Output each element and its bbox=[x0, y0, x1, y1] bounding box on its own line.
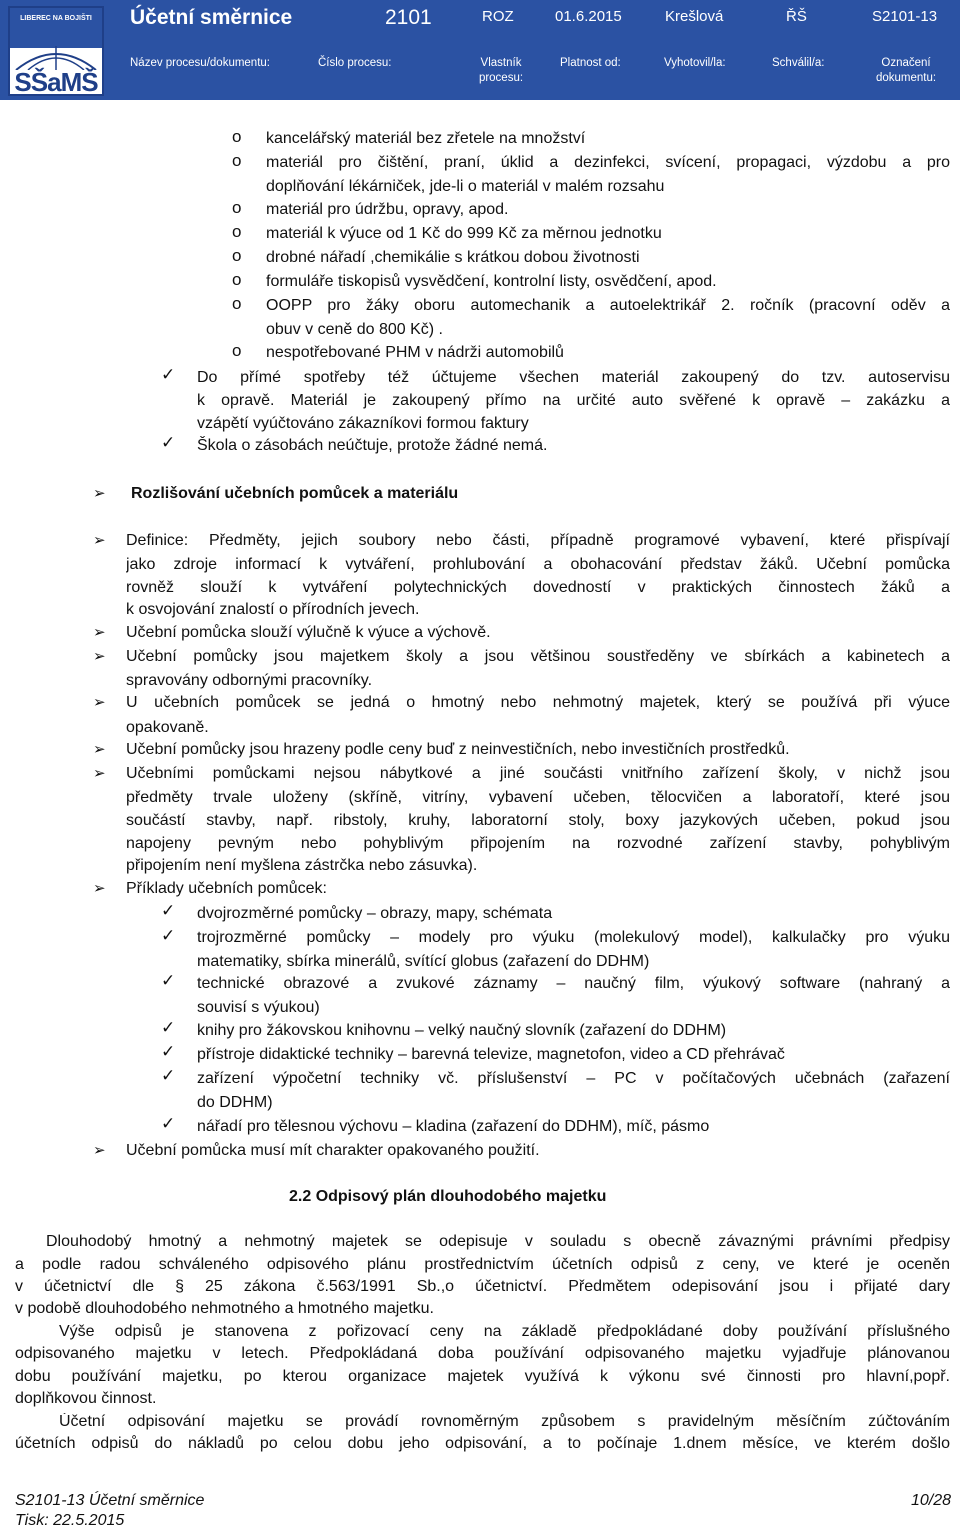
subsection-heading: 2.2 Odpisový plán dlouhodobého majetku bbox=[289, 1188, 607, 1205]
list-item: zařízení výpočetní techniky vč. příslušenství – PC v počítačových učebnách (zařazení bbox=[197, 1070, 950, 1087]
header-doc-name: Účetní směrnice bbox=[130, 6, 293, 29]
logo-main-text: SŠaMŠ bbox=[14, 67, 98, 97]
list-item-continuation: k opravě. Materiál je zakoupený přímo na určité auto svěřené k opravě – zakázku a bbox=[197, 392, 950, 409]
logo-top-text: LIBEREC NA BOJIŠTI bbox=[10, 8, 102, 48]
list-item: Učební pomůcky jsou hrazeny podle ceny buď z neinvestičních, nebo investičních prostředků. bbox=[126, 741, 790, 758]
list-item: materiál pro čištění, praní, úklid a dezinfekci, svícení, propagaci, výzdobu a pro bbox=[266, 154, 950, 171]
list-item-continuation: součástí stavby, např. ribstoly, kruhy, laboratorní stoly, boxy jazykových učeben, pokud jsou bbox=[126, 812, 950, 829]
document-header bbox=[0, 0, 960, 100]
header-doc-id: S2101-13 bbox=[872, 8, 938, 25]
footer-doc-title: S2101-13 Účetní směrnice bbox=[15, 1492, 205, 1509]
arrow-bullet-icon: ➢ bbox=[93, 624, 106, 641]
paragraph-line: Účetní odpisování majetku se provádí rovnoměrným způsobem s pravidelným měsíčním zúčtováním bbox=[59, 1413, 950, 1430]
arrow-bullet-icon: ➢ bbox=[93, 485, 106, 502]
list-item: Definice: Předměty, jejich soubory nebo části, případně programové vybavení, které přispívají bbox=[126, 532, 950, 549]
header-label-valid-from: Platnost od: bbox=[560, 57, 621, 69]
arrow-bullet-icon: ➢ bbox=[93, 765, 106, 782]
list-item: knihy pro žákovskou knihovnu – velký naučný slovník (zařazení do DDHM) bbox=[197, 1022, 727, 1039]
header-process-number: 2101 bbox=[385, 6, 432, 29]
list-item-continuation: k osvojování znalostí o přírodních jevech. bbox=[126, 601, 420, 618]
list-item: Učební pomůcka musí mít charakter opakovaného použití. bbox=[126, 1142, 540, 1159]
circle-bullet-icon: o bbox=[232, 222, 242, 241]
list-item-continuation: napojeny pevným nebo pohyblivým připojením na rozvodné zařízení stavby, pohyblivým bbox=[126, 835, 950, 852]
circle-bullet-icon: o bbox=[232, 270, 242, 289]
paragraph-line: v podobě dlouhodobého nehmotného a hmotného majetku. bbox=[15, 1300, 434, 1317]
header-valid-from: 01.6.2015 bbox=[555, 8, 622, 25]
list-item: kancelářský materiál bez zřetele na množství bbox=[266, 130, 586, 147]
list-item: Učební pomůcka slouží výlučně k výuce a výchově. bbox=[126, 624, 491, 641]
list-item: přístroje didaktické techniky – barevná televize, magnetofon, video a CD přehrávač bbox=[197, 1046, 785, 1063]
checkmark-icon: ✓ bbox=[161, 901, 176, 920]
paragraph-line: účetních odpisů do nákladů po celou dobu jeho odpisování, a to počínaje 1.dnem měsíce, ve kterém došlo bbox=[15, 1435, 950, 1452]
circle-bullet-icon: o bbox=[232, 341, 242, 360]
list-item: Učební pomůcky jsou majetkem školy a jsou většinou soustředěny ve sbírkách a kabinetech a bbox=[126, 648, 950, 665]
list-item-continuation: vzápětí vyúčtováno zákazníkovi formou faktury bbox=[197, 415, 529, 432]
header-approved-by: ŘŠ bbox=[786, 8, 807, 25]
checkmark-icon: ✓ bbox=[161, 433, 176, 452]
list-item: drobné nářadí ,chemikálie s krátkou dobou životnosti bbox=[266, 249, 640, 266]
list-item-continuation: matematiky, sbírka minerálů, svítící globus (zařazení do DDHM) bbox=[197, 953, 650, 970]
header-label-prepared-by: Vyhotovil/la: bbox=[664, 57, 726, 69]
list-item-continuation: připojením není myšlena zástrčka nebo zásuvka). bbox=[126, 857, 478, 874]
list-item-continuation: doplňování lékárniček, jde-li o materiál v malém rozsahu bbox=[266, 178, 665, 195]
circle-bullet-icon: o bbox=[232, 151, 242, 170]
list-item-continuation: předměty trvale uloženy (skříně, vitríny, vybavení učeben, tělocvičen a laboratoří, které jsou bbox=[126, 789, 950, 806]
list-item: Učebními pomůckami nejsou nábytkové a jiné součásti vnitřního zařízení školy, v nichž jsou bbox=[126, 765, 950, 782]
header-label-approved-by: Schválil/a: bbox=[772, 57, 825, 69]
paragraph-line: a podle radou schváleného odpisového plánu prostřednictvím účetních odpisů z ceny, ve které je oceněn bbox=[15, 1256, 950, 1273]
checkmark-icon: ✓ bbox=[161, 1042, 176, 1061]
list-item: Škola o zásobách neúčtuje, protože žádné nemá. bbox=[197, 437, 548, 454]
paragraph-line: dobu používání majetku, po kterou organizace majetek využívá k výkonu své činnosti pro hlavní,popř. bbox=[15, 1368, 950, 1385]
list-item: trojrozměrné pomůcky – modely pro výuku (molekulový model), kalkulačky pro výuku bbox=[197, 929, 950, 946]
circle-bullet-icon: o bbox=[232, 127, 242, 146]
list-item: dvojrozměrné pomůcky – obrazy, mapy, schémata bbox=[197, 905, 553, 922]
circle-bullet-icon: o bbox=[232, 294, 242, 313]
school-logo bbox=[8, 6, 104, 96]
list-item: nespotřebované PHM v nádrži automobilů bbox=[266, 344, 564, 361]
list-item-continuation: spravovány odbornými pracovníky. bbox=[126, 672, 373, 689]
list-item-continuation: opakovaně. bbox=[126, 719, 209, 736]
circle-bullet-icon: o bbox=[232, 246, 242, 265]
list-item: formuláře tiskopisů vysvědčení, kontrolní listy, osvědčení, apod. bbox=[266, 273, 717, 290]
header-label-number: Číslo procesu: bbox=[318, 57, 392, 69]
header-prepared-by: Krešlová bbox=[665, 8, 724, 25]
list-item: U učebních pomůcek se jedná o hmotný nebo nehmotný majetek, který se používá při výuce bbox=[126, 694, 950, 711]
header-label-doc-id: Označení dokumentu: bbox=[875, 57, 937, 84]
section-heading: Rozlišování učebních pomůcek a materiálu bbox=[131, 485, 459, 502]
header-owner: ROZ bbox=[482, 8, 514, 25]
header-label-name: Název procesu/dokumentu: bbox=[130, 57, 270, 69]
list-item-continuation: souvisí s výukou) bbox=[197, 999, 320, 1016]
list-item: nářadí pro tělesnou výchovu – kladina (zařazení do DDHM), míč, pásmo bbox=[197, 1118, 710, 1135]
arrow-bullet-icon: ➢ bbox=[93, 741, 106, 758]
paragraph-line: odpisovaného majetku v letech. Předpokládaná doba používání odpisovaného majetku vyjadřuje plánovanou bbox=[15, 1345, 950, 1362]
arrow-bullet-icon: ➢ bbox=[93, 532, 106, 549]
checkmark-icon: ✓ bbox=[161, 365, 176, 384]
paragraph-line: Výše odpisů je stanovena z pořizovací ceny na základě předpokládané doby používání příslušného bbox=[59, 1323, 950, 1340]
footer-page-number: 10/28 bbox=[911, 1492, 952, 1509]
list-item: materiál pro údržbu, opravy, apod. bbox=[266, 201, 509, 218]
list-item: OOPP pro žáky oboru automechanik a autoelektrikář 2. ročník (pracovní oděv a bbox=[266, 297, 950, 314]
arrow-bullet-icon: ➢ bbox=[93, 694, 106, 711]
checkmark-icon: ✓ bbox=[161, 1114, 176, 1133]
paragraph-line: v účetnictví dle § 25 zákona č.563/1991 Sb.,o účetnictví. Předmětem odepisování jsou i přijaté dary bbox=[15, 1278, 950, 1295]
arrow-bullet-icon: ➢ bbox=[93, 880, 106, 897]
list-item-continuation: obuv v ceně do 800 Kč) . bbox=[266, 321, 443, 338]
list-item-continuation: rovněž slouží k vytváření polytechnických dovedností v praktických činnostech žáků a bbox=[126, 579, 950, 596]
paragraph-line: doplňkovou činnost. bbox=[15, 1390, 157, 1407]
list-item: materiál k výuce od 1 Kč do 999 Kč za měrnou jednotku bbox=[266, 225, 662, 242]
circle-bullet-icon: o bbox=[232, 198, 242, 217]
list-item-continuation: do DDHM) bbox=[197, 1094, 273, 1111]
paragraph-line: Dlouhodobý hmotný a nehmotný majetek se odepisuje v souladu s obecně závaznými právními předpisy bbox=[46, 1233, 950, 1250]
arrow-bullet-icon: ➢ bbox=[93, 648, 106, 665]
header-label-owner: Vlastník procesu: bbox=[478, 57, 524, 84]
checkmark-icon: ✓ bbox=[161, 971, 176, 990]
list-item-continuation: jako zdroje informací k vytváření, prohlubování a obohacování představ žáků. Učební pomůcka bbox=[126, 556, 950, 573]
checkmark-icon: ✓ bbox=[161, 1018, 176, 1037]
footer-print-date: Tisk: 22.5.2015 bbox=[15, 1512, 125, 1529]
list-item: Příklady učebních pomůcek: bbox=[126, 880, 327, 897]
checkmark-icon: ✓ bbox=[161, 926, 176, 945]
checkmark-icon: ✓ bbox=[161, 1066, 176, 1085]
list-item: Do přímé spotřeby též účtujeme všechen materiál zakoupený do tzv. autoservisu bbox=[197, 369, 950, 386]
arrow-bullet-icon: ➢ bbox=[93, 1142, 106, 1159]
list-item: technické obrazové a zvukové záznamy – naučný film, výukový software (nahraný a bbox=[197, 975, 950, 992]
